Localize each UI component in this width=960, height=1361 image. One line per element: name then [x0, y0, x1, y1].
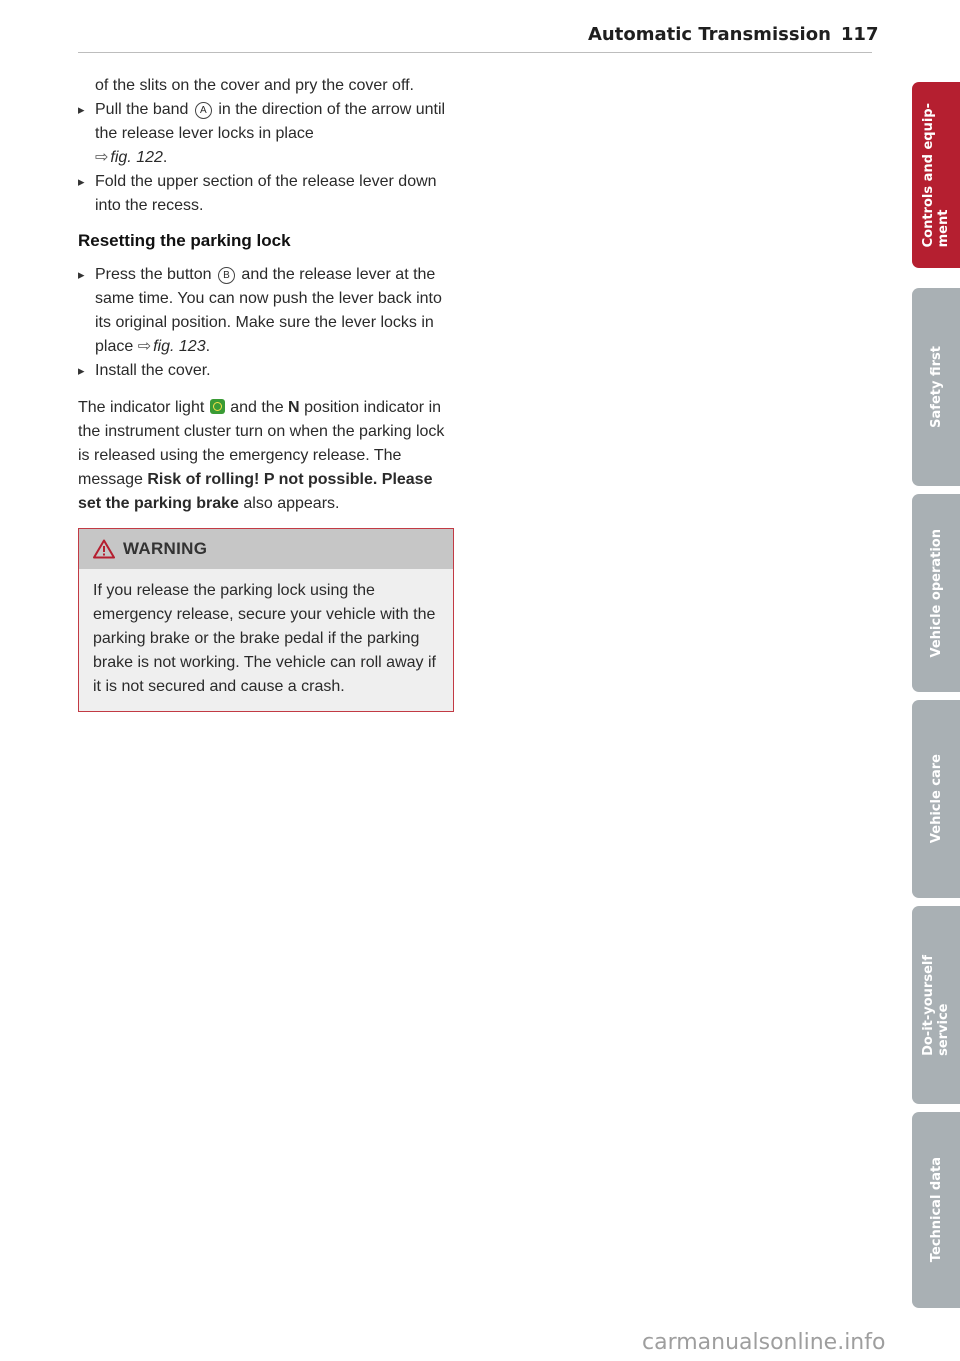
callout-a-icon: A	[195, 102, 212, 119]
arrow-right-icon: ⇨	[137, 338, 152, 355]
step-press-button: ▸ Press the button B and the release lever at the same time. You can now push the lever back into its original position. Make sure the lever locks in place ⇨ fig. 123.	[78, 263, 454, 359]
tab-do-it-yourself-service[interactable]	[912, 906, 960, 1104]
tab-controls-and-equipment[interactable]	[912, 82, 960, 268]
watermark: carmanualsonline.info	[642, 1330, 886, 1355]
tab-label: Controls and equip- ment	[921, 102, 951, 248]
page-number: 117	[840, 24, 879, 45]
tab-vehicle-operation[interactable]	[912, 494, 960, 692]
step-install-cover: ▸ Install the cover.	[78, 359, 454, 383]
callout-b-icon: B	[218, 267, 235, 284]
running-head	[588, 24, 879, 45]
tab-label: Vehicle care	[928, 754, 944, 844]
warning-header	[79, 529, 453, 569]
warning-text: If you release the parking lock using the emergency release, secure your vehicle with the parking brake or the brake pedal if the parking brake is not working. The vehicle can roll away if it is not secured and cause a crash.	[93, 582, 436, 695]
indicator-paragraph: The indicator light and the N position indicator in the instrument cluster turn on when the parking lock is released using the emergency release. The message Risk of rolling! P not possible. Please set the parking brake also appears.	[78, 399, 445, 512]
figure-link[interactable]: ⇨ fig. 122	[95, 149, 163, 166]
tab-technical-data[interactable]	[912, 1112, 960, 1308]
warning-box	[78, 528, 454, 712]
tab-safety-first[interactable]	[912, 288, 960, 486]
main-column	[78, 74, 454, 712]
tab-label: Safety first	[928, 346, 944, 428]
figure-link[interactable]: ⇨ fig. 123	[137, 338, 206, 355]
header-rule	[78, 52, 872, 53]
warning-triangle-icon	[93, 539, 115, 559]
parking-indicator-icon	[210, 399, 225, 414]
section-title: Automatic Transmission	[588, 24, 831, 45]
subheading: Resetting the parking lock	[78, 231, 291, 250]
tab-label: Do-it-yourself service	[921, 954, 951, 1056]
arrow-right-icon: ⇨	[95, 149, 109, 166]
continued-paragraph: of the slits on the cover and pry the cover off.	[95, 77, 414, 94]
tab-label: Technical data	[928, 1157, 944, 1263]
step-fold-lever: ▸ Fold the upper section of the release lever down into the recess.	[78, 170, 454, 218]
tab-label: Vehicle operation	[928, 528, 944, 658]
warning-title: WARNING	[123, 539, 208, 558]
message-text: Risk of rolling! P not possible. Please set the parking brake	[78, 471, 433, 512]
step-pull-band: ▸ Pull the band A in the direction of the arrow until the release lever locks in place ⇨ fig. 122.	[78, 98, 454, 170]
tab-vehicle-care[interactable]	[912, 700, 960, 898]
